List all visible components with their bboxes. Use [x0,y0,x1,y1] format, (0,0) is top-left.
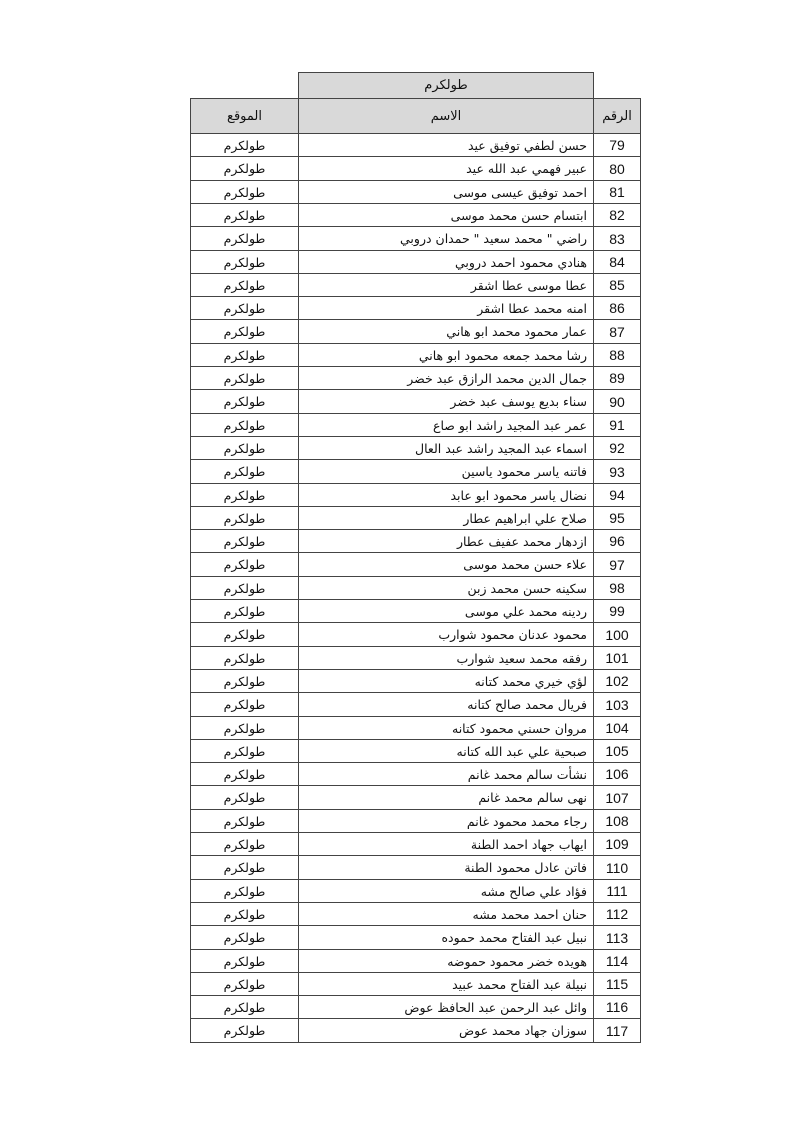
location-cell: طولكرم [190,879,299,903]
location-cell: طولكرم [190,669,299,693]
location-cell: طولكرم [190,343,299,367]
name-cell: راضي " محمد سعيد " حمدان دروبي [298,226,594,251]
name-cell: نضال ياسر محمود ابو عابد [298,483,594,507]
name-cell: عمر عبد المجيد راشد ابو صاع [298,413,594,437]
number-cell: 107 [593,785,641,810]
number-cell: 85 [593,273,641,297]
name-cell: صلاح علي ابراهيم عطار [298,506,594,530]
location-cell: طولكرم [190,902,299,926]
number-cell: 93 [593,459,641,484]
name-cell: امنه محمد عطا اشقر [298,296,594,320]
location-cell: طولكرم [190,832,299,856]
name-cell: ازدهار محمد عفيف عطار [298,529,594,553]
number-cell: 79 [593,133,641,157]
location-cell: طولكرم [190,529,299,553]
number-cell: 117 [593,1018,641,1043]
number-cell: 109 [593,832,641,856]
header-name: الاسم [298,98,594,134]
header-number: الرقم [593,98,641,134]
name-cell: فريال محمد صالح كتانه [298,692,594,717]
name-cell: وائل عبد الرحمن عبد الحافظ عوض [298,995,594,1019]
name-cell: عمار محمود محمد ابو هاني [298,319,594,344]
number-cell: 97 [593,552,641,577]
name-cell: هنادي محمود احمد دروبي [298,250,594,274]
name-cell: لؤي خيري محمد كتانه [298,669,594,693]
location-cell: طولكرم [190,203,299,227]
number-cell: 80 [593,156,641,181]
name-cell: رفقه محمد سعيد شوارب [298,646,594,670]
name-cell: سكينه حسن محمد زبن [298,576,594,600]
name-cell: سناء بديع يوسف عبد خضر [298,389,594,414]
location-cell: طولكرم [190,646,299,670]
name-cell: حنان احمد محمد مشه [298,902,594,926]
number-cell: 88 [593,343,641,367]
location-cell: طولكرم [190,366,299,390]
name-cell: نبيل عبد الفتاح محمد حموده [298,925,594,950]
location-cell: طولكرم [190,552,299,577]
header-location: الموقع [190,98,299,134]
name-cell: احمد توفيق عيسى موسى [298,180,594,204]
name-cell: حسن لطفي توفيق عيد [298,133,594,157]
number-cell: 102 [593,669,641,693]
city-title: طولكرم [424,78,468,93]
location-cell: طولكرم [190,785,299,810]
location-cell: طولكرم [190,622,299,647]
number-cell: 116 [593,995,641,1019]
location-cell: طولكرم [190,762,299,786]
name-cell: اسماء عبد المجيد راشد عبد العال [298,436,594,460]
location-cell: طولكرم [190,273,299,297]
name-cell: عبير فهمي عبد الله عيد [298,156,594,181]
location-cell: طولكرم [190,855,299,880]
location-cell: طولكرم [190,972,299,996]
location-cell: طولكرم [190,389,299,414]
location-cell: طولكرم [190,809,299,833]
name-cell: ايهاب جهاد احمد الطنة [298,832,594,856]
number-cell: 113 [593,925,641,950]
number-cell: 100 [593,622,641,647]
number-cell: 86 [593,296,641,320]
location-cell: طولكرم [190,483,299,507]
name-cell: نبيلة عبد الفتاح محمد عبيد [298,972,594,996]
number-cell: 81 [593,180,641,204]
location-cell: طولكرم [190,250,299,274]
location-cell: طولكرم [190,1018,299,1043]
number-cell: 83 [593,226,641,251]
name-cell: فاتن عادل محمود الطنة [298,855,594,880]
number-cell: 87 [593,319,641,344]
number-cell: 96 [593,529,641,553]
name-cell: علاء حسن محمد موسى [298,552,594,577]
location-cell: طولكرم [190,133,299,157]
location-cell: طولكرم [190,226,299,251]
name-cell: رجاء محمد محمود غانم [298,809,594,833]
location-cell: طولكرم [190,692,299,717]
name-cell: محمود عدنان محمود شوارب [298,622,594,647]
location-cell: طولكرم [190,599,299,623]
number-cell: 84 [593,250,641,274]
location-cell: طولكرم [190,319,299,344]
name-cell: رشا محمد جمعه محمود ابو هاني [298,343,594,367]
number-cell: 115 [593,972,641,996]
location-cell: طولكرم [190,436,299,460]
location-cell: طولكرم [190,949,299,973]
location-cell: طولكرم [190,506,299,530]
number-cell: 101 [593,646,641,670]
location-cell: طولكرم [190,739,299,763]
location-cell: طولكرم [190,413,299,437]
number-cell: 94 [593,483,641,507]
number-cell: 92 [593,436,641,460]
number-cell: 106 [593,762,641,786]
location-cell: طولكرم [190,459,299,484]
location-cell: طولكرم [190,576,299,600]
location-cell: طولكرم [190,296,299,320]
number-cell: 82 [593,203,641,227]
name-cell: نشأت سالم محمد غانم [298,762,594,786]
number-cell: 103 [593,692,641,717]
name-cell: جمال الدين محمد الرازق عبد خضر [298,366,594,390]
number-cell: 105 [593,739,641,763]
number-cell: 108 [593,809,641,833]
name-cell: ابتسام حسن محمد موسى [298,203,594,227]
number-cell: 112 [593,902,641,926]
name-cell: نهى سالم محمد غانم [298,785,594,810]
name-cell: سوزان جهاد محمد عوض [298,1018,594,1043]
location-cell: طولكرم [190,180,299,204]
number-cell: 114 [593,949,641,973]
number-cell: 98 [593,576,641,600]
number-cell: 104 [593,716,641,740]
name-cell: مروان حسني محمود كتانه [298,716,594,740]
number-cell: 111 [593,879,641,903]
number-cell: 99 [593,599,641,623]
location-cell: طولكرم [190,995,299,1019]
location-cell: طولكرم [190,156,299,181]
number-cell: 90 [593,389,641,414]
name-cell: ردينه محمد علي موسى [298,599,594,623]
name-cell: هويده خضر محمود حموضه [298,949,594,973]
city-title-cell [298,72,594,99]
blank-header-cell [593,72,641,98]
number-cell: 91 [593,413,641,437]
name-cell: عطا موسى عطا اشقر [298,273,594,297]
location-cell: طولكرم [190,925,299,950]
name-cell: فاتنه ياسر محمود ياسين [298,459,594,484]
number-cell: 89 [593,366,641,390]
name-cell: صبحية علي عبد الله كتانه [298,739,594,763]
location-cell: طولكرم [190,716,299,740]
number-cell: 110 [593,855,641,880]
name-cell: فؤاد علي صالح مشه [298,879,594,903]
number-cell: 95 [593,506,641,530]
